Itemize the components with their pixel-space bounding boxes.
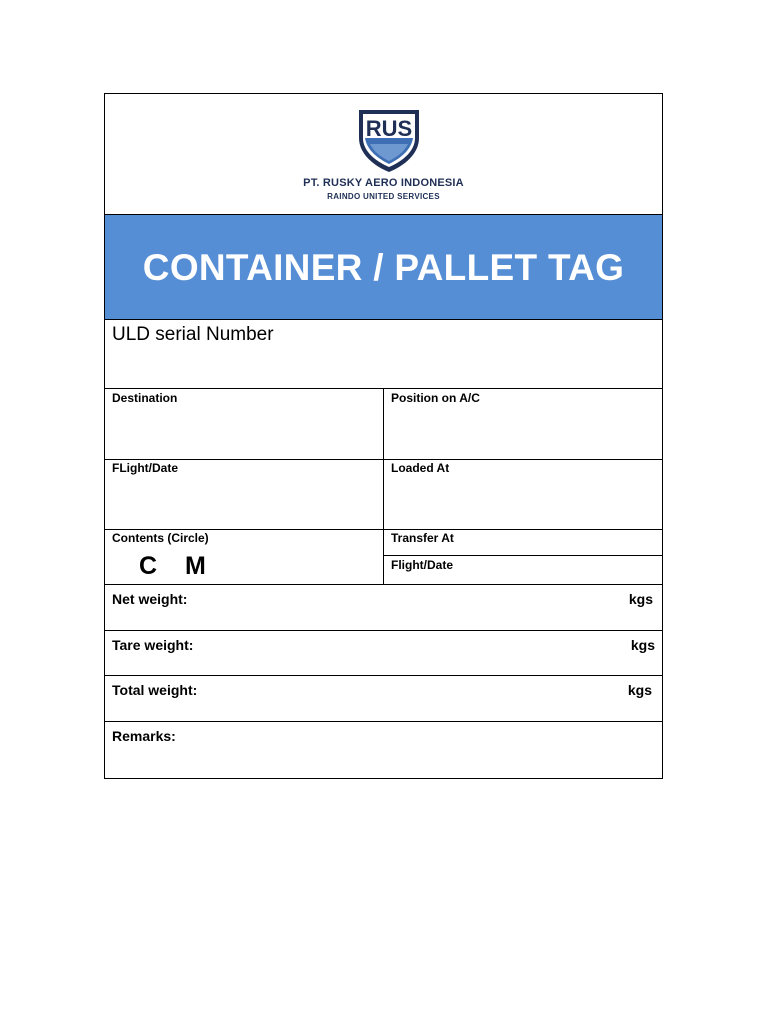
- logo-header: [105, 94, 662, 215]
- net-weight-label: Net weight:: [112, 591, 188, 607]
- total-weight-unit: kgs: [627, 682, 652, 698]
- title-band: [105, 215, 662, 320]
- total-weight-label: Total weight:: [112, 682, 198, 698]
- loaded-at-field[interactable]: [384, 460, 662, 529]
- flight-date-2-label: Flight/Date: [391, 558, 453, 572]
- contents-label: Contents (Circle): [112, 531, 209, 545]
- loaded-at-label: Loaded At: [391, 461, 450, 475]
- tare-weight-unit: kgs: [630, 637, 655, 653]
- transfer-at-label: Transfer At: [391, 531, 454, 545]
- destination-field[interactable]: [105, 389, 383, 459]
- tare-weight-label: Tare weight:: [112, 637, 194, 653]
- details-grid: [105, 389, 662, 585]
- net-weight-unit: kgs: [628, 591, 653, 607]
- page-title: CONTAINER / PALLET TAG: [142, 247, 625, 288]
- net-weight-field[interactable]: [105, 585, 662, 631]
- rus-shield-logo: [356, 108, 422, 174]
- company-subtitle: RAINDO UNITED SERVICES: [327, 192, 440, 201]
- total-weight-field[interactable]: [105, 676, 662, 722]
- uld-serial-field[interactable]: [105, 320, 662, 389]
- remarks-label: Remarks:: [112, 728, 176, 744]
- flight-date-field[interactable]: [105, 460, 383, 529]
- logo-text: RUS: [365, 116, 413, 141]
- content-option-c[interactable]: C: [139, 552, 158, 580]
- pallet-tag-form: [104, 93, 663, 779]
- company-name: PT. RUSKY AERO INDONESIA: [303, 177, 464, 189]
- tare-weight-field[interactable]: [105, 631, 662, 676]
- transfer-at-field[interactable]: [384, 530, 662, 555]
- remarks-field[interactable]: [105, 722, 662, 778]
- uld-serial-label: ULD serial Number: [112, 324, 274, 345]
- position-label: Position on A/C: [391, 391, 480, 405]
- content-option-m[interactable]: M: [185, 552, 206, 580]
- position-field[interactable]: [384, 389, 662, 459]
- destination-label: Destination: [112, 391, 178, 405]
- flight-date-label: FLight/Date: [112, 461, 178, 475]
- flight-date-2-field[interactable]: [384, 556, 662, 585]
